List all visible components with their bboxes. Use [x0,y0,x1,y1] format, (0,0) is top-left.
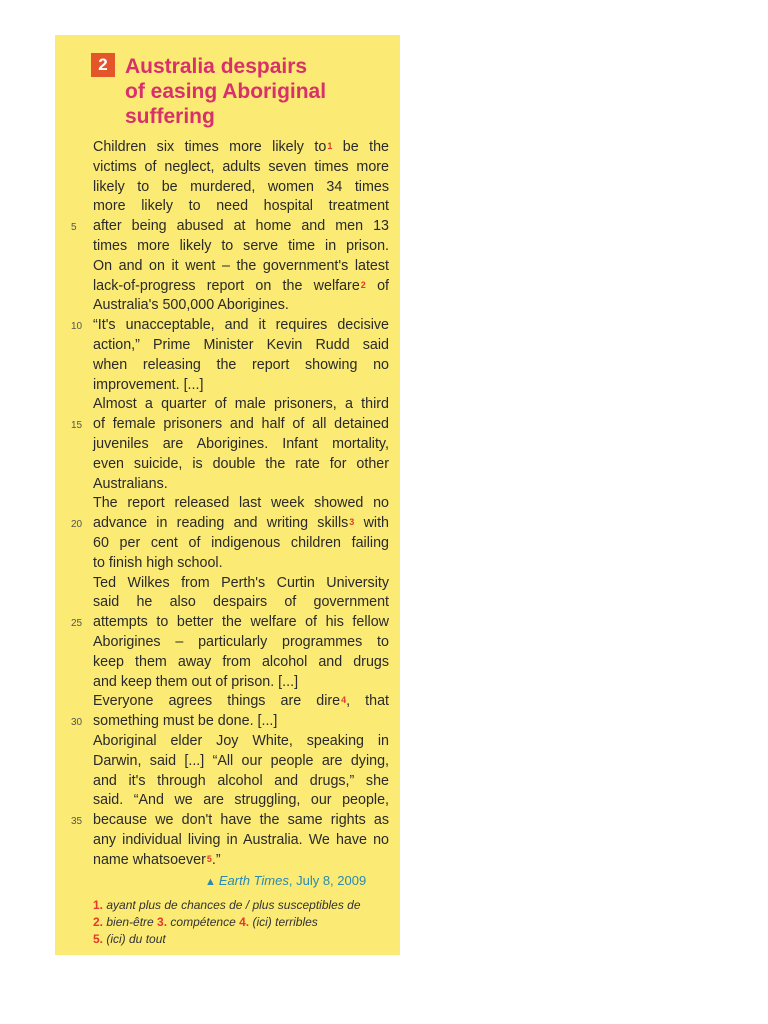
body-line [93,633,389,653]
body-line [93,455,389,475]
body-text: keep them away from alcohol and drugs [93,653,389,670]
body-text: .” [211,851,221,868]
body-line [93,197,389,217]
body-text: something must be done. [...] [93,713,278,730]
body-text: Aboriginal elder Joy White, speaking in [93,732,389,749]
body-text: action,” Prime Minister Kevin Rudd said [93,336,389,353]
footnote-marker: 2 [360,279,366,290]
body-text: Darwin, said [...] “All our people are dying, [93,752,389,769]
footnote-text: compétence [167,915,240,929]
body-text: and keep them out of prison. [...] [93,673,299,690]
body-text: even suicide, is double the rate for other [93,455,389,472]
body-text: when releasing the report showing no [93,356,389,373]
footnote-text: ayant plus de chances de / plus susceptibles de [103,898,361,912]
body-text: On and on it went – the government's latest [93,257,389,274]
footnote-number: 4. [239,915,250,929]
footnote-number: 1. [93,898,104,912]
title-line: Australia despairs [125,55,308,78]
line-number: 35 [71,816,83,828]
body-line [93,593,389,613]
footnote-marker: 3 [349,517,355,528]
body-line [93,851,389,871]
footnote-marker: 5 [206,853,212,864]
line-number: 25 [71,618,83,630]
body-text: Aborigines – particularly programmes to [93,633,389,650]
body-line [93,356,389,376]
body-line [93,158,389,178]
body-line [93,791,389,811]
footnotes [93,897,393,948]
body-text: juveniles are Aborigines. Infant mortality, [93,435,389,452]
footnote-text: (ici) du tout [103,932,166,946]
body-line [93,475,389,495]
body-text: Everyone agrees things are dire [93,693,341,710]
body-line [93,653,389,673]
body-line [93,257,389,277]
line-number: 30 [71,717,83,729]
body-text: Ted Wilkes from Perth's Curtin University [93,574,389,591]
body-line [93,831,389,851]
body-line [93,395,389,415]
body-text: Children six times more likely to [93,139,327,155]
footnote-line [93,897,393,914]
body-line [71,217,389,237]
body-line [71,316,389,336]
body-text: of female prisoners and half of all detained [93,416,389,433]
source-publication: Earth Times [218,873,289,888]
footnote-number: 2. [93,915,104,929]
body-text: Australia's 500,000 Aborigines. [93,297,289,314]
body-text: said he also despairs of government [93,594,389,611]
line-number: 15 [71,420,83,432]
body-text: victims of neglect, adults seven times more [93,158,389,175]
footnote-marker: 4 [341,695,347,706]
footnote-text: (ici) terribles [249,915,318,929]
body-text: name whatsoever [93,851,206,868]
body-text: Almost a quarter of male prisoners, a third [93,396,389,413]
body-line [93,692,389,712]
body-line [93,296,389,316]
body-text: attempts to better the welfare of his fellow [93,614,389,631]
article-number-badge: 2 [91,53,115,77]
body-text: with [354,515,389,532]
body-text: likely to be murdered, women 34 times [93,178,389,195]
triangle-icon: ▲ [205,876,216,888]
body-text: of [365,277,389,294]
title-line: suffering [125,105,215,128]
body-line [71,613,389,633]
body-line [93,435,389,455]
body-line [93,752,389,772]
body-text: to finish high school. [93,554,223,571]
footnote-number: 5. [93,932,104,946]
body-line [93,554,389,574]
body-text: be the [332,139,389,155]
body-line [93,336,389,356]
article-title [125,54,395,129]
body-line [93,376,389,396]
body-text: Australians. [93,475,168,492]
body-line [93,673,389,693]
body-line [93,772,389,792]
body-line [71,514,389,534]
body-line [71,811,389,831]
body-text: and it's through alcohol and drugs,” she [93,772,389,789]
source-date: , July 8, 2009 [288,873,367,888]
article-body [71,138,390,870]
footnote-text: bien-être [103,915,158,929]
body-text: after being abused at home and men 13 [93,218,389,235]
body-line [71,712,389,732]
body-text: The report released last week showed no [93,495,389,512]
body-text: , that [346,693,390,710]
body-line [93,237,389,257]
line-number: 5 [71,222,77,234]
body-text: any individual living in Australia. We have no [93,831,389,848]
body-line [93,732,389,752]
body-text: lack-of-progress report on the welfare [93,277,360,294]
footnote-line [93,931,393,948]
body-text: 60 per cent of indigenous children failing [93,534,389,551]
footnote-marker: 1 [327,141,333,151]
body-text: advance in reading and writing skills [93,515,349,532]
body-line [93,178,389,198]
body-text: because we don't have the same rights as [93,812,389,829]
body-text: times more likely to serve time in prison. [93,237,389,254]
body-line [93,574,389,594]
body-text: “It's unacceptable, and it requires decisive [93,317,389,334]
body-text: improvement. [...] [93,376,204,393]
line-number: 20 [71,519,83,531]
body-line [93,277,389,297]
article-source [205,873,366,888]
footnote-line [93,914,393,931]
body-text: said. “And we are struggling, our people, [93,792,389,809]
footnote-number: 3. [157,915,168,929]
body-line [93,494,389,514]
body-line [71,415,389,435]
line-number: 10 [71,321,83,333]
body-line [93,138,389,158]
body-text: more likely to need hospital treatment [93,198,389,215]
body-line [93,534,389,554]
article-panel [55,35,400,955]
title-line: of easing Aboriginal [125,80,327,103]
